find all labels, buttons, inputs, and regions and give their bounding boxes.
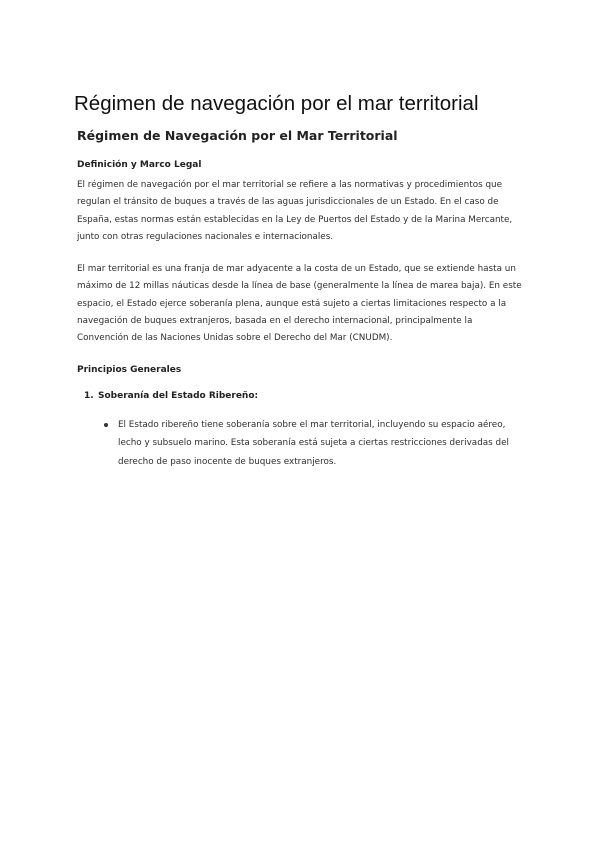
bullet-text: El Estado ribereño tiene soberanía sobre el mar territorial, incluyendo su espacio aéreo, lecho y subsuelo marino. Esta soberanía está sujeta a ciertas restricciones derivadas del derecho de paso inocente de buques extranjeros.: [118, 419, 509, 467]
principles-list: [77, 389, 523, 472]
territorial-sea-paragraph: El mar territorial es una franja de mar adyacente a la costa de un Estado, que se extiende hasta un máximo de 12 millas náuticas desde la línea de base (generalmente la línea de marea baja). En este espacio, el Estado ejerce soberanía plena, aunque está sujeto a ciertas limitaciones respecto a la navegación de buques extranjeros, basada en el derecho internacional, principalmente la Convención de las Naciones Unidas sobre el Derecho del Mar (CNUDM).: [77, 264, 522, 344]
principles-heading: Principios Generales: [77, 364, 182, 375]
list-item-number: 1.: [84, 390, 94, 401]
document-content: [77, 126, 523, 471]
list-item-label: Soberanía del Estado Ribereño:: [98, 390, 259, 401]
principles-list-item: [84, 389, 523, 472]
bullet-list-item: [104, 416, 523, 472]
document-title: Régimen de navegación por el mar territorial: [74, 92, 479, 115]
definition-paragraph: El régimen de navegación por el mar territorial se refiere a las normativas y procedimientos que regulan el tránsito de buques a través de las aguas jurisdiccionales de un Estado. En el caso de España, estas normas están establecidas en la Ley de Puertos del Estado y de la Marina Mercante, junto con otras regulaciones nacionales e internacionales.: [77, 180, 513, 242]
definition-heading: Definición y Marco Legal: [77, 160, 202, 170]
section-heading: Régimen de Navegación por el Mar Territorial: [77, 128, 398, 143]
bullet-dot-icon: [104, 423, 108, 427]
sub-bullet-list: [84, 416, 523, 472]
